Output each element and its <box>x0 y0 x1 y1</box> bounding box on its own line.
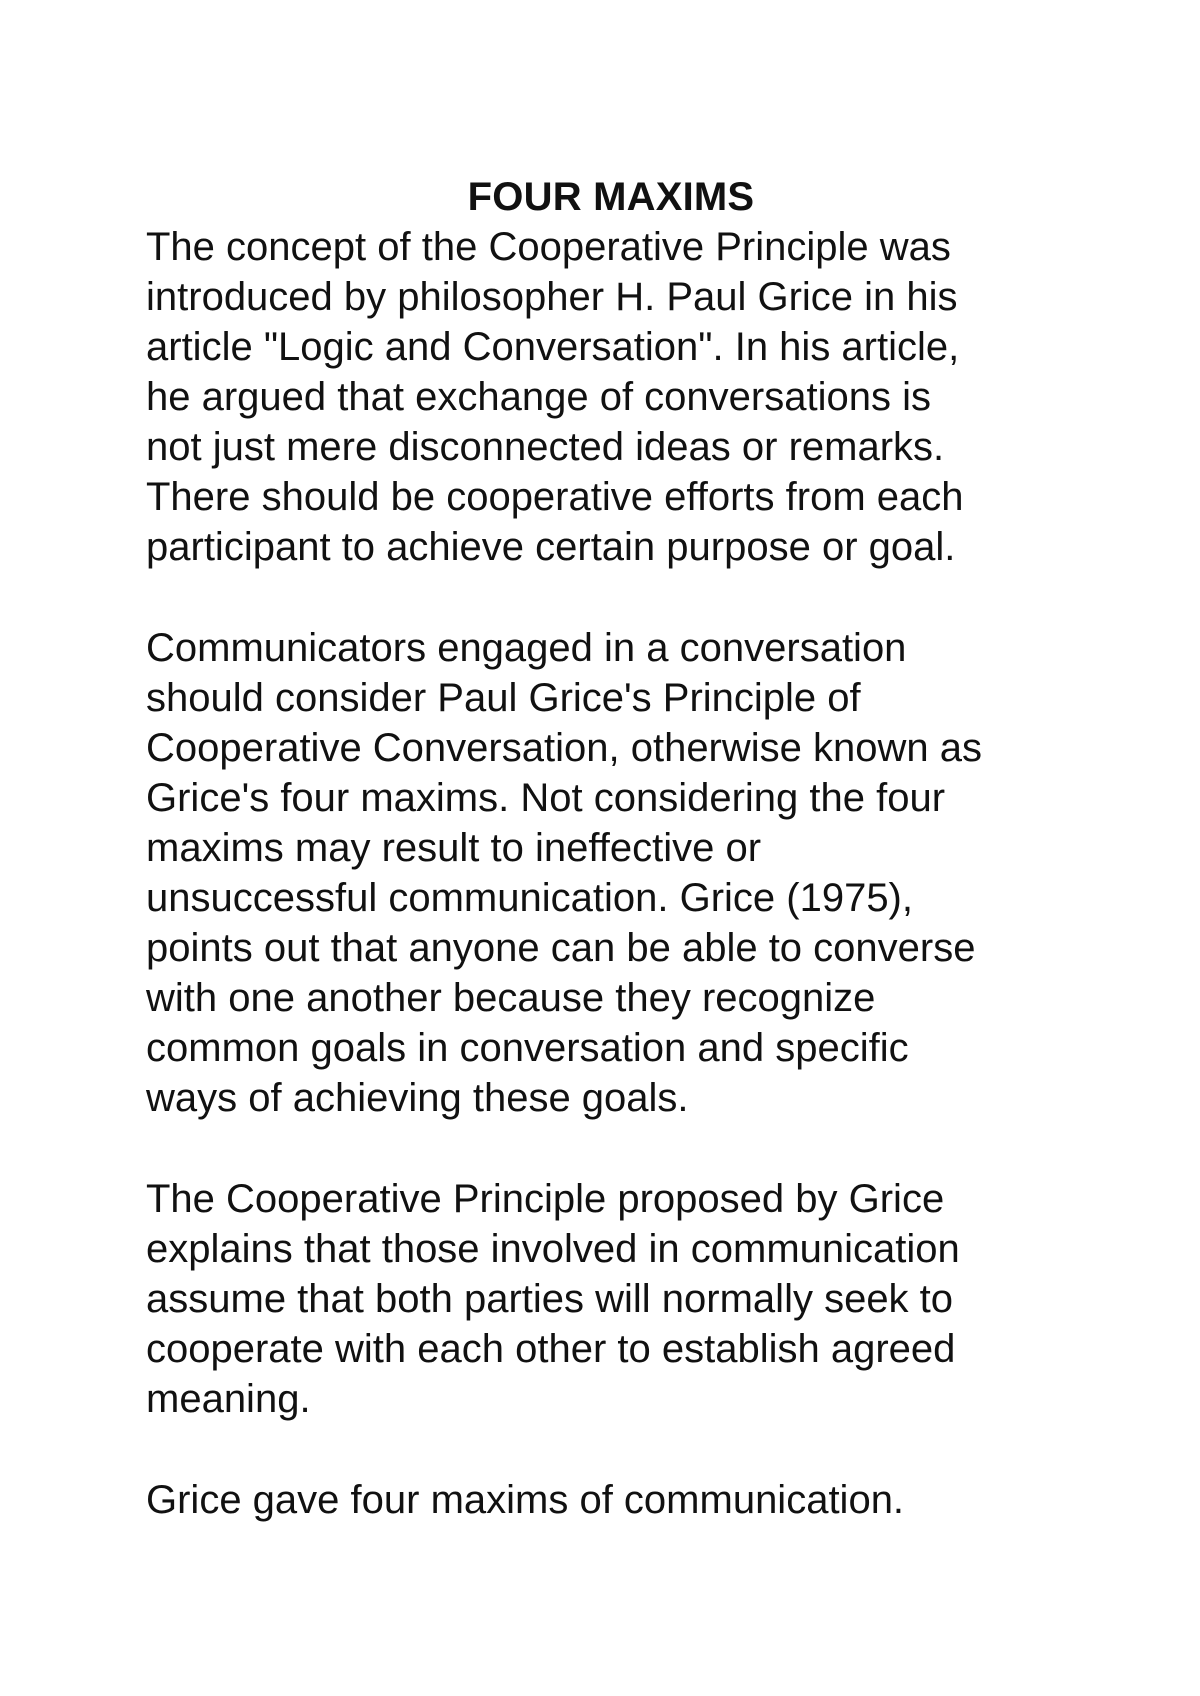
text-line: not just mere disconnected ideas or remarks. <box>146 425 945 469</box>
text-line: common goals in conversation and specific <box>146 1026 909 1070</box>
paragraph-1 <box>146 222 1086 572</box>
text-line: Grice's four maxims. Not considering the four <box>146 776 946 820</box>
text-line: he argued that exchange of conversations is <box>146 375 931 419</box>
document-title: FOUR MAXIMS <box>467 175 755 219</box>
text-line: There should be cooperative efforts from each <box>146 475 964 519</box>
paragraph-2 <box>146 623 1086 1123</box>
text-line: ways of achieving these goals. <box>146 1076 689 1120</box>
text-line: assume that both parties will normally seek to <box>146 1277 954 1321</box>
text-line: article "Logic and Conversation". In his article, <box>146 325 960 369</box>
text-line: should consider Paul Grice's Principle of <box>146 676 861 720</box>
text-line: points out that anyone can be able to converse <box>146 926 976 970</box>
paragraph-4 <box>146 1475 1086 1525</box>
text-line: Communicators engaged in a conversation <box>146 626 907 670</box>
text-line: Cooperative Conversation, otherwise known as <box>146 726 982 770</box>
text-line: introduced by philosopher H. Paul Grice in his <box>146 275 958 319</box>
text-line: The Cooperative Principle proposed by Grice <box>146 1177 945 1221</box>
text-line: explains that those involved in communication <box>146 1227 960 1271</box>
text-line: with one another because they recognize <box>146 976 876 1020</box>
text-line: maxims may result to ineffective or <box>146 826 762 870</box>
text-line: Grice gave four maxims of communication. <box>146 1478 905 1522</box>
text-line: unsuccessful communication. Grice (1975), <box>146 876 913 920</box>
text-line: cooperate with each other to establish agreed <box>146 1327 956 1371</box>
paragraph-3 <box>146 1174 1086 1424</box>
text-line: meaning. <box>146 1377 311 1421</box>
text-line: The concept of the Cooperative Principle was <box>146 225 951 269</box>
text-line: participant to achieve certain purpose or goal. <box>146 525 956 569</box>
document-page <box>146 172 1086 1576</box>
